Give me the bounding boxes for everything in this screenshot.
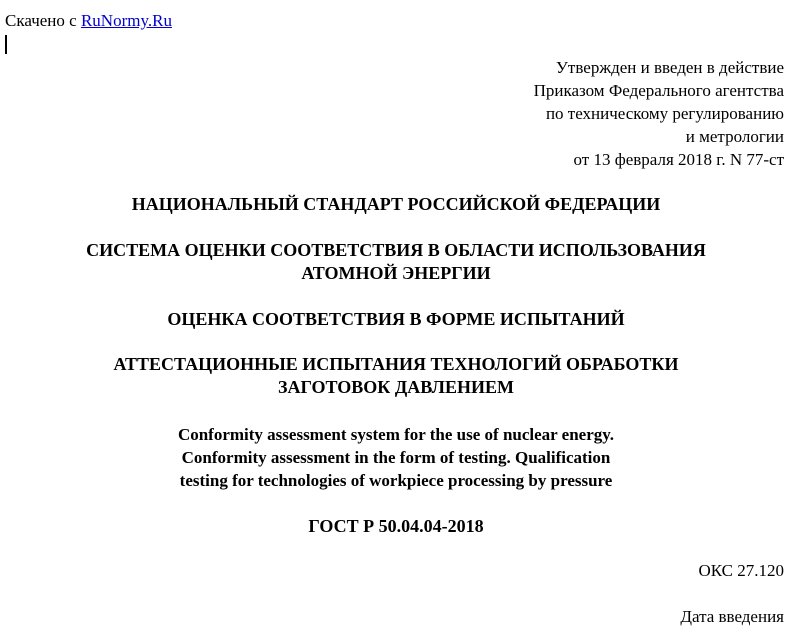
approval-line: и метрологии (685, 127, 784, 146)
source-line (5, 11, 172, 31)
okc-code: ОКС 27.120 (698, 561, 784, 580)
title-heading-line: ЗАГОТОВОК ДАВЛЕНИЕМ (278, 377, 514, 397)
source-link[interactable]: RuNormy.Ru (80, 11, 172, 30)
english-title-line: Conformity assessment in the form of testing. Qualification (181, 448, 611, 467)
system-heading-line: АТОМНОЙ ЭНЕРГИИ (301, 263, 491, 283)
approval-line: Приказом Федерального агентства (533, 81, 784, 100)
approval-block (364, 56, 784, 171)
gost-number (0, 515, 792, 538)
english-title (0, 423, 792, 492)
standard-type-heading (0, 193, 792, 216)
source-prefix: Скачено с (5, 11, 81, 30)
assessment-heading-text: ОЦЕНКА СООТВЕТСТВИЯ В ФОРМЕ ИСПЫТАНИЙ (167, 309, 625, 329)
approval-line: по техническому регулированию (545, 104, 784, 123)
standard-type-text: НАЦИОНАЛЬНЫЙ СТАНДАРТ РОССИЙСКОЙ ФЕДЕРАЦИИ (131, 194, 661, 214)
gost-number-text: ГОСТ Р 50.04.04-2018 (308, 516, 484, 536)
text-cursor (5, 35, 7, 54)
approval-line: от 13 февраля 2018 г. N 77-ст (573, 150, 784, 169)
english-title-line: Conformity assessment system for the use of nuclear energy. (177, 425, 615, 444)
english-title-line: testing for technologies of workpiece processing by pressure (179, 471, 613, 490)
system-heading (0, 239, 792, 285)
title-heading-line: АТТЕСТАЦИОННЫЕ ИСПЫТАНИЯ ТЕХНОЛОГИЙ ОБРАБОТКИ (113, 354, 679, 374)
system-heading-line: СИСТЕМА ОЦЕНКИ СООТВЕТСТВИЯ В ОБЛАСТИ ИСПОЛЬЗОВАНИЯ (86, 240, 706, 260)
approval-line: Утвержден и введен в действие (555, 58, 784, 77)
assessment-heading (0, 308, 792, 331)
date-intro-label: Дата введения (680, 607, 784, 626)
title-heading (0, 353, 792, 399)
